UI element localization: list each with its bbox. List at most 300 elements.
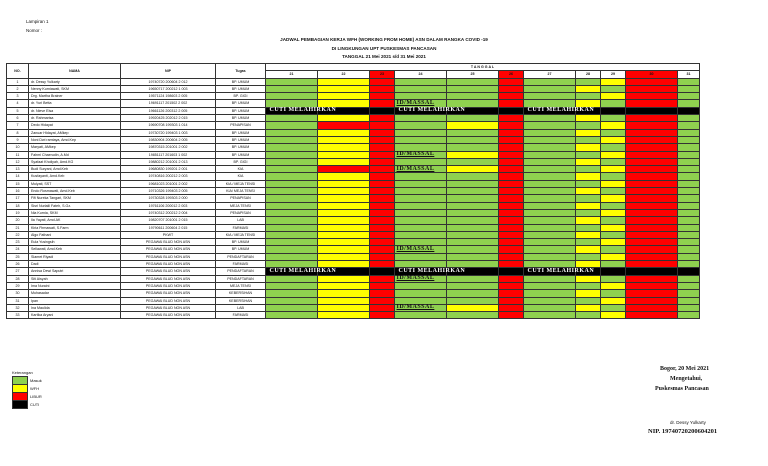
status-cell	[576, 202, 601, 209]
status-cell	[318, 246, 370, 253]
status-cell	[395, 129, 447, 136]
status-cell	[499, 166, 524, 173]
status-cell	[266, 209, 318, 216]
status-cell	[266, 78, 318, 85]
status-cell	[626, 78, 678, 85]
cell-nama: dr. Rahmarisa	[29, 115, 121, 122]
cell-no: 10	[7, 144, 29, 151]
cell-tugas: KIA / MEJA TENSI	[216, 180, 266, 187]
cell-nip: 19710326 199403 2 005	[121, 188, 216, 195]
status-cell	[524, 107, 576, 114]
status-cell	[447, 151, 499, 158]
cell-nip: 19790611 200604 2 015	[121, 224, 216, 231]
cell-nip: 19680830 199201 2 001	[121, 166, 216, 173]
status-cell	[678, 282, 700, 289]
signature-role: Puskesmas Pancasan	[655, 386, 709, 392]
cell-nip: 19690708 199303 1 014	[121, 122, 216, 129]
status-cell	[266, 122, 318, 129]
status-cell	[678, 93, 700, 100]
status-cell	[626, 231, 678, 238]
cuti-melahirkan-label: CUTI MELAHIRKAN	[527, 107, 595, 114]
status-cell	[318, 115, 370, 122]
cell-nip: PEGAWAI BLUD NON ASN	[121, 312, 216, 319]
cell-no: 21	[7, 224, 29, 231]
status-cell	[626, 173, 678, 180]
table-row	[7, 158, 700, 165]
cell-nama: Kiria Firmawati, S.Farm	[29, 224, 121, 231]
status-cell	[318, 180, 370, 187]
status-cell	[318, 136, 370, 143]
status-cell	[601, 224, 626, 231]
status-cell	[576, 107, 601, 114]
id-massal-label: ID/MASSAL	[396, 165, 435, 172]
status-cell	[601, 115, 626, 122]
cell-nip: PEGAWAI BLUD NON ASN	[121, 282, 216, 289]
status-cell	[601, 297, 626, 304]
status-cell	[447, 202, 499, 209]
cell-nip: PEGAWAI BLUD NON ASN	[121, 253, 216, 260]
status-cell	[395, 282, 447, 289]
status-cell	[447, 188, 499, 195]
status-cell	[318, 239, 370, 246]
status-cell	[626, 290, 678, 297]
table-row	[7, 93, 700, 100]
status-cell	[524, 158, 576, 165]
status-cell	[370, 253, 395, 260]
document-title: JADWAL PEMBAGIAN KERJA WFH (WORKING FROM HOME) ASN DALAM RANGKA COVID -19	[280, 37, 488, 42]
cell-tugas: MEJA TENSI	[216, 282, 266, 289]
status-cell	[626, 100, 678, 107]
cell-no: 5	[7, 107, 29, 114]
status-cell	[447, 224, 499, 231]
status-cell	[601, 209, 626, 216]
cell-tugas: PENDAFTARAN	[216, 268, 266, 275]
cell-nama: Slamet Riyadi	[29, 253, 121, 260]
cuti-melahirkan-label: CUTI MELAHIRKAN	[527, 268, 595, 274]
status-cell	[524, 151, 576, 158]
status-cell	[318, 93, 370, 100]
status-cell	[266, 129, 318, 136]
status-cell	[601, 239, 626, 246]
status-cell	[266, 246, 318, 253]
status-cell	[447, 115, 499, 122]
status-cell	[576, 297, 601, 304]
date-header-25: 25	[447, 71, 499, 78]
cell-tugas: KIA	[216, 173, 266, 180]
status-cell	[395, 144, 447, 151]
status-cell	[678, 275, 700, 282]
status-cell	[626, 224, 678, 231]
status-cell	[266, 239, 318, 246]
cell-no: 19	[7, 209, 29, 216]
cell-tugas: LAB	[216, 217, 266, 224]
cell-nip: PEGAWAI BLUD NON ASN	[121, 290, 216, 297]
status-cell	[447, 217, 499, 224]
status-cell	[524, 217, 576, 224]
cell-nip: PEGAWAI BLUD NON ASN	[121, 246, 216, 253]
cuti-melahirkan-label: CUTI MELAHIRKAN	[398, 107, 466, 114]
status-cell	[395, 246, 447, 253]
status-cell	[678, 173, 700, 180]
status-cell	[601, 195, 626, 202]
date-header-28: 28	[576, 71, 601, 78]
status-cell	[524, 268, 576, 275]
cell-no: 18	[7, 202, 29, 209]
status-cell	[678, 304, 700, 311]
status-cell	[601, 188, 626, 195]
signature-approve: Mengetahui,	[670, 376, 703, 382]
status-cell	[678, 209, 700, 216]
status-cell	[318, 188, 370, 195]
status-cell	[524, 282, 576, 289]
status-cell	[318, 231, 370, 238]
status-cell	[318, 107, 370, 114]
status-cell	[447, 85, 499, 92]
cell-no: 27	[7, 268, 29, 275]
table-row	[7, 275, 700, 282]
status-cell	[318, 224, 370, 231]
cell-tugas: KIA/ MEJA TENSI	[216, 188, 266, 195]
date-header-30: 30	[626, 71, 678, 78]
status-cell	[318, 217, 370, 224]
status-cell	[524, 239, 576, 246]
status-cell	[370, 180, 395, 187]
status-cell	[678, 195, 700, 202]
cell-nama: Drg. Martha Brainer	[29, 93, 121, 100]
status-cell	[576, 312, 601, 319]
cell-tugas: BP. UMUM	[216, 85, 266, 92]
cell-nip: 19661126 200312 2 005	[121, 107, 216, 114]
status-cell	[576, 275, 601, 282]
status-cell	[576, 85, 601, 92]
cell-tugas: PENDAFTARAN	[216, 275, 266, 282]
table-row	[7, 224, 700, 231]
status-cell	[318, 151, 370, 158]
status-cell	[266, 268, 318, 275]
id-massal-label: ID/MASSAL	[396, 246, 435, 253]
status-cell	[395, 93, 447, 100]
status-cell	[601, 136, 626, 143]
status-cell	[318, 100, 370, 107]
status-cell	[370, 129, 395, 136]
cell-no: 20	[7, 217, 29, 224]
cell-nip: 19740816 200212 2 003	[121, 173, 216, 180]
status-cell	[524, 129, 576, 136]
status-cell	[601, 312, 626, 319]
status-cell	[499, 239, 524, 246]
date-header-29: 29	[601, 71, 626, 78]
status-cell	[395, 312, 447, 319]
cell-no: 7	[7, 122, 29, 129]
status-cell	[576, 151, 601, 158]
status-cell	[395, 195, 447, 202]
cell-no: 31	[7, 297, 29, 304]
date-header-22: 22	[318, 71, 370, 78]
cell-no: 24	[7, 246, 29, 253]
signature-place-date: Bogor, 20 Mei 2021	[660, 366, 710, 372]
status-cell	[318, 209, 370, 216]
cell-tugas: MEJA TENSI	[216, 202, 266, 209]
table-row	[7, 282, 700, 289]
cell-nama: Fahmi Chaerudin, A.Md	[29, 151, 121, 158]
table-row	[7, 202, 700, 209]
status-cell	[447, 158, 499, 165]
cell-no: 23	[7, 239, 29, 246]
table-row	[7, 100, 700, 107]
status-cell	[601, 173, 626, 180]
legend-label: WFH	[30, 385, 40, 391]
status-cell	[395, 107, 447, 114]
status-cell	[678, 239, 700, 246]
status-cell	[370, 188, 395, 195]
cell-nama: Nenny Kurniawati, SKM	[29, 85, 121, 92]
cell-nip: PEGAWAI BLUD NON ASN	[121, 304, 216, 311]
status-cell	[626, 268, 678, 275]
table-row	[7, 85, 700, 92]
status-cell	[447, 246, 499, 253]
status-cell	[678, 246, 700, 253]
status-cell	[395, 275, 447, 282]
table-row	[7, 166, 700, 173]
status-cell	[499, 246, 524, 253]
status-cell	[499, 217, 524, 224]
status-cell	[601, 85, 626, 92]
status-cell	[318, 144, 370, 151]
status-cell	[626, 209, 678, 216]
status-cell	[626, 122, 678, 129]
cell-no: 13	[7, 166, 29, 173]
status-cell	[318, 261, 370, 268]
status-cell	[601, 246, 626, 253]
cell-nip: 19691117 201502 2 002	[121, 100, 216, 107]
status-cell	[395, 85, 447, 92]
cuti-melahirkan-label: CUTI MELAHIRKAN	[398, 268, 466, 274]
status-cell	[499, 136, 524, 143]
cell-nip: 19571124 198603 2 005	[121, 93, 216, 100]
cell-no: 22	[7, 231, 29, 238]
status-cell	[266, 144, 318, 151]
cell-no: 16	[7, 188, 29, 195]
table-row	[7, 253, 700, 260]
status-cell	[395, 78, 447, 85]
status-cell	[266, 261, 318, 268]
status-cell	[678, 100, 700, 107]
status-cell	[395, 209, 447, 216]
status-cell	[447, 261, 499, 268]
cell-tugas: BP. UMUM	[216, 115, 266, 122]
status-cell	[576, 282, 601, 289]
cell-nama: dr. Dessy Yulkarty	[29, 78, 121, 85]
status-cell	[524, 115, 576, 122]
status-cell	[395, 217, 447, 224]
cell-nip: 19650717 200212 1 003	[121, 85, 216, 92]
status-cell	[576, 246, 601, 253]
status-cell	[370, 78, 395, 85]
status-cell	[626, 188, 678, 195]
status-cell	[370, 209, 395, 216]
signature-name: dr. Dessy Yulkarty	[670, 420, 706, 425]
cell-no: 12	[7, 158, 29, 165]
status-cell	[318, 290, 370, 297]
status-cell	[266, 166, 318, 173]
signature-nip: NIP. 19740720200604201	[648, 428, 718, 435]
status-cell	[601, 78, 626, 85]
status-cell	[370, 158, 395, 165]
status-cell	[447, 195, 499, 202]
status-cell	[626, 151, 678, 158]
status-cell	[370, 195, 395, 202]
cell-no: 3	[7, 93, 29, 100]
status-cell	[601, 253, 626, 260]
status-cell	[370, 93, 395, 100]
cell-no: 17	[7, 195, 29, 202]
status-cell	[678, 78, 700, 85]
table-row	[7, 136, 700, 143]
status-cell	[447, 297, 499, 304]
status-cell	[318, 268, 370, 275]
date-header-21: 21	[266, 71, 318, 78]
status-cell	[678, 202, 700, 209]
status-cell	[370, 202, 395, 209]
cell-tugas: FARMASI	[216, 224, 266, 231]
table-row	[7, 173, 700, 180]
status-cell	[499, 115, 524, 122]
status-cell	[678, 129, 700, 136]
legend-label: LIBUR	[30, 393, 42, 399]
cuti-melahirkan-label: CUTI MELAHIRKAN	[269, 107, 337, 114]
status-cell	[266, 231, 318, 238]
status-cell	[266, 151, 318, 158]
header-row	[7, 64, 700, 71]
status-cell	[601, 202, 626, 209]
status-cell	[499, 297, 524, 304]
cell-tugas: KIA	[216, 166, 266, 173]
status-cell	[524, 93, 576, 100]
status-cell	[370, 275, 395, 282]
cell-nip: 19880212 201001 2 013	[121, 158, 216, 165]
cell-nama: Fifi Nureka Tangari, SKM	[29, 195, 121, 202]
id-massal-label: ID/MASSAL	[396, 275, 435, 282]
cell-no: 2	[7, 85, 29, 92]
status-cell	[601, 290, 626, 297]
cell-nama: Noni Dwi ramtaya, Amd.Kep	[29, 136, 121, 143]
status-cell	[318, 78, 370, 85]
cell-nip: 19870315 201001 2 002	[121, 144, 216, 151]
status-cell	[395, 180, 447, 187]
table-row	[7, 209, 700, 216]
status-cell	[370, 107, 395, 114]
status-cell	[447, 136, 499, 143]
status-cell	[370, 217, 395, 224]
status-cell	[524, 85, 576, 92]
status-cell	[678, 297, 700, 304]
table-row	[7, 122, 700, 129]
status-cell	[499, 268, 524, 275]
status-cell	[370, 173, 395, 180]
status-cell	[524, 180, 576, 187]
status-cell	[576, 122, 601, 129]
status-cell	[395, 100, 447, 107]
status-cell	[318, 297, 370, 304]
status-cell	[447, 78, 499, 85]
cuti-melahirkan-label: CUTI MELAHIRKAN	[269, 268, 337, 274]
status-cell	[318, 253, 370, 260]
cell-nip: 19920425 202012 2 015	[121, 115, 216, 122]
cell-tugas: PENDAFTARAN	[216, 253, 266, 260]
table-row	[7, 231, 700, 238]
status-cell	[266, 202, 318, 209]
status-cell	[395, 122, 447, 129]
status-cell	[576, 78, 601, 85]
status-cell	[395, 239, 447, 246]
status-cell	[266, 224, 318, 231]
legend-swatch	[12, 400, 28, 409]
cell-nama: Zanuar Hidayat, AMkep	[29, 129, 121, 136]
status-cell	[266, 282, 318, 289]
status-cell	[601, 151, 626, 158]
status-cell	[678, 312, 700, 319]
cell-nip: 19740720 200604 2 012	[121, 78, 216, 85]
status-cell	[318, 122, 370, 129]
status-cell	[266, 188, 318, 195]
status-cell	[370, 282, 395, 289]
status-cell	[576, 100, 601, 107]
cell-tugas: KEBERSIHAN	[216, 297, 266, 304]
status-cell	[370, 290, 395, 297]
cell-nama: Ipan	[29, 297, 121, 304]
status-cell	[370, 85, 395, 92]
status-cell	[601, 282, 626, 289]
col-header-no: NO.	[7, 64, 29, 79]
status-cell	[576, 173, 601, 180]
status-cell	[266, 297, 318, 304]
status-cell	[395, 173, 447, 180]
status-cell	[266, 100, 318, 107]
status-cell	[524, 231, 576, 238]
status-cell	[447, 282, 499, 289]
status-cell	[576, 209, 601, 216]
cell-nip: 19730720 199403 1 003	[121, 129, 216, 136]
status-cell	[266, 195, 318, 202]
status-cell	[447, 253, 499, 260]
cell-nama: Maryati, AMkep	[29, 144, 121, 151]
status-cell	[601, 304, 626, 311]
status-cell	[499, 85, 524, 92]
cell-nama: Syafaat Kholiyah, Amd.KG	[29, 158, 121, 165]
status-cell	[499, 209, 524, 216]
status-cell	[678, 144, 700, 151]
status-cell	[678, 115, 700, 122]
status-cell	[626, 217, 678, 224]
status-cell	[524, 261, 576, 268]
status-cell	[499, 122, 524, 129]
status-cell	[576, 129, 601, 136]
status-cell	[524, 290, 576, 297]
status-cell	[370, 115, 395, 122]
table-row	[7, 107, 700, 114]
cell-nama: Endo Rosmawati, Amd.Keb	[29, 188, 121, 195]
status-cell	[626, 93, 678, 100]
status-cell	[499, 290, 524, 297]
cell-nip: 19761106 200012 2 003	[121, 202, 216, 209]
status-cell	[266, 136, 318, 143]
status-cell	[395, 151, 447, 158]
status-cell	[678, 290, 700, 297]
date-header-26: 26	[499, 71, 524, 78]
cell-tugas: BP. UMUM	[216, 129, 266, 136]
status-cell	[678, 151, 700, 158]
status-cell	[370, 239, 395, 246]
